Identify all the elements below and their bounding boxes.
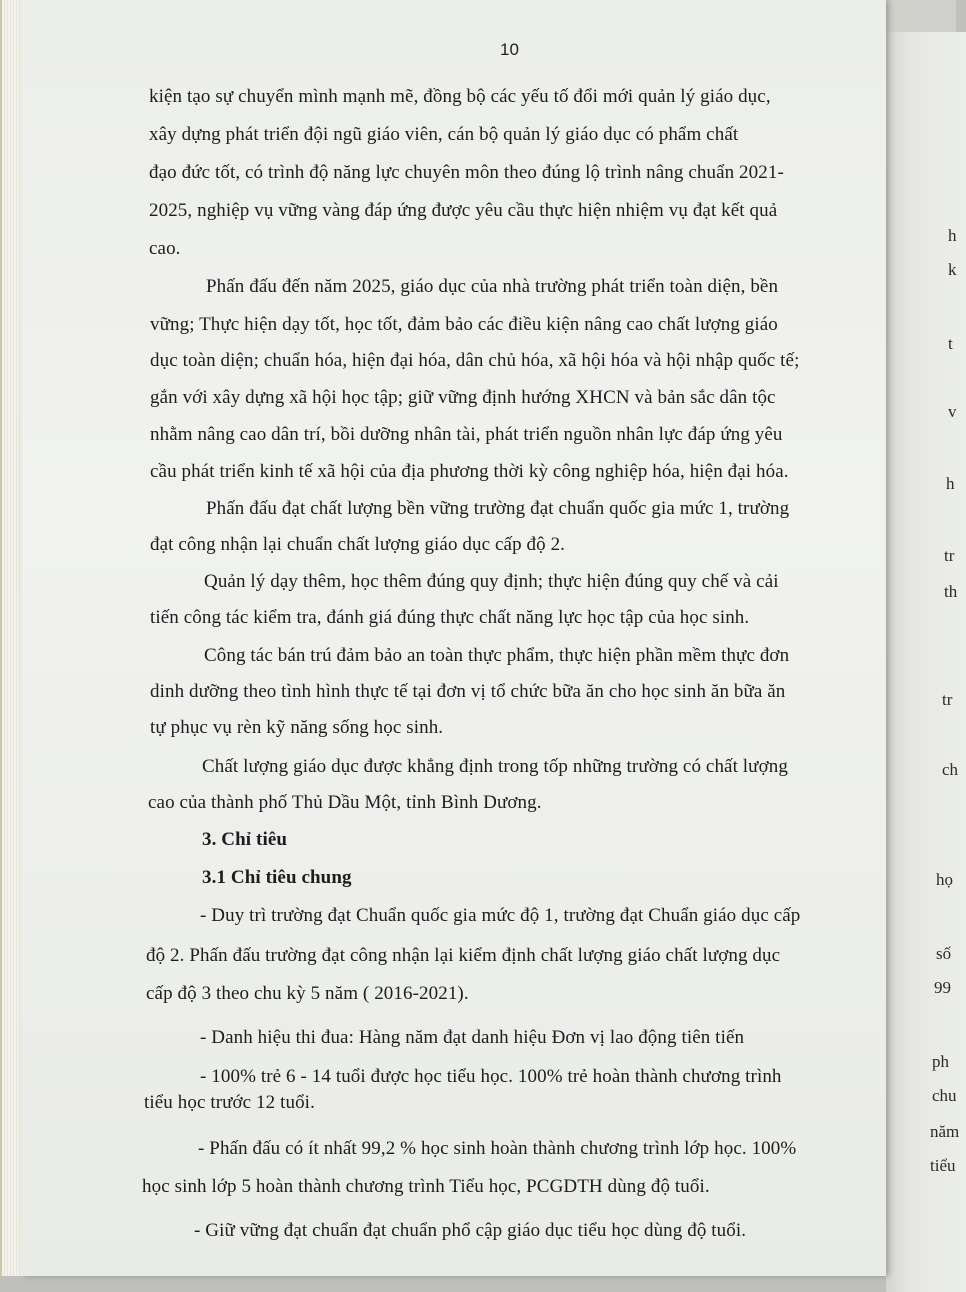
adjacent-page	[886, 32, 966, 1292]
adjacent-fragment: tr	[944, 546, 955, 565]
paragraph-line: tự phục vụ rèn kỹ năng sống học sinh.	[150, 717, 444, 738]
paragraph-line: tiểu học trước 12 tuổi.	[144, 1092, 315, 1113]
paragraph-line: đạt công nhận lại chuẩn chất lượng giáo dục cấp độ 2.	[150, 534, 566, 555]
adjacent-fragment: 99	[934, 978, 951, 997]
paragraph-line: cấp độ 3 theo chu kỳ 5 năm ( 2016-2021).	[146, 983, 469, 1004]
page-stack-edge	[2, 0, 24, 1276]
paragraph-line: gắn với xây dựng xã hội học tập; giữ vững định hướng XHCN và bản sắc dân tộc	[150, 387, 776, 408]
adjacent-fragment: năm	[930, 1122, 960, 1141]
paragraph-line: 2025, nghiệp vụ vững vàng đáp ứng được yêu cầu thực hiện nhiệm vụ đạt kết quả	[149, 200, 778, 221]
paragraph-line: tiến công tác kiểm tra, đánh giá đúng thực chất năng lực học tập của học sinh.	[150, 607, 750, 628]
paragraph-line: cao.	[149, 238, 181, 259]
paragraph-line: xây dựng phát triển đội ngũ giáo viên, cán bộ quản lý giáo dục có phẩm chất	[149, 124, 739, 145]
paragraph-line: - Giữ vững đạt chuẩn đạt chuẩn phổ cập giáo dục tiểu học dùng độ tuổi.	[194, 1220, 747, 1241]
document-page	[22, 0, 886, 1276]
adjacent-fragment: họ	[936, 870, 953, 889]
paragraph-line: đạo đức tốt, có trình độ năng lực chuyên môn theo đúng lộ trình nâng chuẩn 2021-	[149, 162, 784, 183]
adjacent-fragment: tr	[942, 690, 953, 709]
subsection-heading: 3.1 Chỉ tiêu chung	[202, 867, 352, 888]
paragraph-line: nhằm nâng cao dân trí, bồi dưỡng nhân tài, phát triển nguồn nhân lực đáp ứng yêu	[150, 424, 783, 445]
adjacent-fragment: k	[948, 260, 957, 279]
paragraph-line: học sinh lớp 5 hoàn thành chương trình Tiểu học, PCGDTH dùng độ tuổi.	[142, 1176, 710, 1197]
adjacent-fragment: v	[948, 402, 957, 421]
paragraph-line: - Danh hiệu thi đua: Hàng năm đạt danh hiệu Đơn vị lao động tiên tiến	[200, 1027, 745, 1048]
adjacent-fragment: chu	[932, 1086, 957, 1105]
adjacent-fragment: số	[936, 944, 952, 963]
paragraph-line: vững; Thực hiện dạy tốt, học tốt, đảm bảo các điều kiện nâng cao chất lượng giáo	[150, 314, 778, 335]
adjacent-fragment: t	[948, 334, 953, 353]
section-heading: 3. Chỉ tiêu	[202, 829, 288, 850]
adjacent-fragment: h	[946, 474, 955, 493]
adjacent-fragment: th	[944, 582, 958, 601]
paragraph-line: - Phấn đấu có ít nhất 99,2 % học sinh hoàn thành chương trình lớp học. 100%	[198, 1138, 797, 1159]
paragraph-line: - Duy trì trường đạt Chuẩn quốc gia mức độ 1, trường đạt Chuẩn giáo dục cấp	[200, 905, 801, 926]
adjacent-fragment: h	[948, 226, 957, 245]
paragraph-line: Công tác bán trú đảm bảo an toàn thực phẩm, thực hiện phần mềm thực đơn	[204, 645, 790, 666]
paragraph-line: kiện tạo sự chuyển mình mạnh mẽ, đồng bộ các yếu tố đổi mới quản lý giáo dục,	[149, 86, 771, 107]
paragraph-line: Phấn đấu đến năm 2025, giáo dục của nhà trường phát triển toàn diện, bền	[206, 276, 779, 297]
adjacent-fragment: tiểu	[930, 1156, 956, 1175]
paragraph-line: cầu phát triển kinh tế xã hội của địa phương thời kỳ công nghiệp hóa, hiện đại hóa.	[150, 461, 789, 482]
paragraph-line: độ 2. Phấn đấu trường đạt công nhận lại kiểm định chất lượng giáo chất lượng dục	[146, 945, 781, 966]
adjacent-fragment: ch	[942, 760, 959, 779]
paragraph-line: Quản lý dạy thêm, học thêm đúng quy định; thực hiện đúng quy chế và cải	[204, 571, 779, 592]
paragraph-line: Phấn đấu đạt chất lượng bền vững trường đạt chuẩn quốc gia mức 1, trường	[206, 498, 790, 519]
paragraph-line: cao của thành phố Thủ Dầu Một, tỉnh Bình Dương.	[148, 792, 542, 813]
paragraph-line: - 100% trẻ 6 - 14 tuổi được học tiểu học. 100% trẻ hoàn thành chương trình	[200, 1066, 782, 1087]
page-number: 10	[500, 40, 519, 59]
paragraph-line: dinh dưỡng theo tình hình thực tế tại đơn vị tổ chức bữa ăn cho học sinh ăn bữa ăn	[150, 681, 786, 702]
paragraph-line: Chất lượng giáo dục được khẳng định trong tốp những trường có chất lượng	[202, 756, 788, 777]
paragraph-line: dục toàn diện; chuẩn hóa, hiện đại hóa, dân chủ hóa, xã hội hóa và hội nhập quốc tế;	[150, 350, 800, 371]
adjacent-fragment: ph	[932, 1052, 949, 1071]
